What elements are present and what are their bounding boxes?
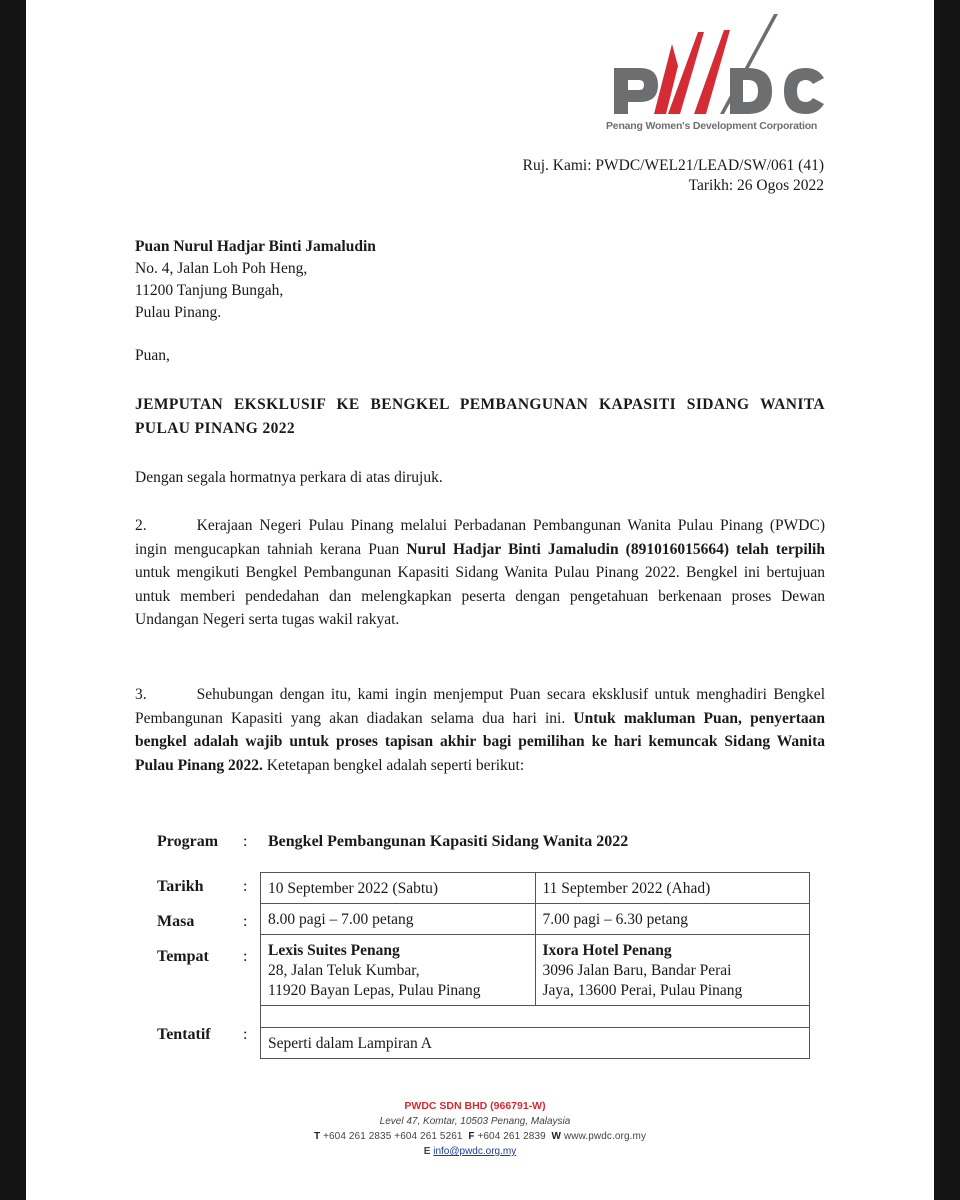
subject-heading: JEMPUTAN EKSKLUSIF KE BENGKEL PEMBANGUNAN KAPASITI SIDANG WANITA PULAU PINANG 2022 — [135, 396, 825, 437]
masa-label: Masa — [157, 913, 195, 930]
footer-address: Level 47, Komtar, 10503 Penang, Malaysia — [379, 1116, 571, 1127]
tarikh-label: Tarikh — [157, 878, 204, 895]
footer-website[interactable]: www.pwdc.org.my — [563, 1131, 647, 1142]
pwdc-logo — [606, 10, 831, 140]
recipient-name: Puan Nurul Hadjar Binti Jamaludin — [135, 238, 376, 255]
paragraph-bold-text: Untuk makluman Puan, penyertaan bengkel adalah wajib untuk proses tapisan akhir bagi pemilihan ke hari kemuncak Sidang Wanita Pulau Pinang 2022. — [135, 709, 825, 774]
paragraph-text: Kerajaan Negeri Pulau Pinang melalui Perbadanan Pembangunan Wanita Pulau Pinang (PWDC) ingin mengucapkan tahniah kerana Puan — [135, 517, 825, 558]
reference-block — [523, 156, 824, 196]
address-line: 11200 Tanjung Bungah, — [135, 282, 284, 299]
footer-email-link[interactable]: info@pwdc.org.my — [433, 1146, 517, 1157]
table-row-spacer — [261, 1006, 810, 1028]
table-row — [261, 873, 810, 904]
footer-contacts — [26, 1131, 934, 1142]
program-label: Program — [157, 833, 219, 850]
venue-line: 28, Jalan Teluk Kumbar, — [268, 962, 420, 979]
salutation: Puan, — [135, 347, 170, 364]
footer-company: PWDC SDN BHD (966791-W) — [404, 1100, 546, 1112]
paragraph-text: Ketetapan bengkel adalah seperti berikut: — [262, 756, 525, 774]
venue-line: 3096 Jalan Baru, Bandar Perai — [542, 962, 732, 979]
footer-phones: +604 261 2835 +604 261 5261 — [323, 1131, 463, 1142]
paragraph-bold-text: Nurul Hadjar Binti Jamaludin (891016015664) telah terpilih — [406, 540, 825, 558]
colon: : — [243, 913, 248, 930]
table-cell — [261, 935, 536, 1006]
program-value: Bengkel Pembangunan Kapasiti Sidang Wanita 2022 — [268, 833, 629, 850]
table-cell: 10 September 2022 (Sabtu) — [261, 873, 536, 904]
phone-label: T — [313, 1131, 321, 1142]
letter-footer — [26, 1100, 934, 1157]
colon: : — [243, 948, 248, 965]
table-row — [261, 1028, 810, 1059]
tentatif-label: Tentatif — [157, 1026, 211, 1043]
venue-line: 11920 Bayan Lepas, Pulau Pinang — [268, 982, 481, 999]
venue-line: Jaya, 13600 Perai, Pulau Pinang — [542, 982, 743, 999]
paragraph-text: Sehubungan dengan itu, kami ingin menjemput Puan secara eksklusif untuk menghadiri Bengkel Pembangunan Kapasiti yang akan diadakan selama dua hari ini. — [135, 686, 825, 727]
tempat-label: Tempat — [157, 948, 209, 965]
letter-page — [26, 0, 934, 1200]
colon: : — [243, 1026, 248, 1043]
email-label: E — [423, 1146, 431, 1157]
footer-fax: +604 261 2839 — [477, 1131, 546, 1142]
paragraph-2 — [135, 514, 825, 632]
table-cell: 8.00 pagi – 7.00 petang — [261, 904, 536, 935]
paragraph-text: untuk mengikuti Bengkel Pembangunan Kapasiti Sidang Wanita Pulau Pinang 2022. Bengkel ini bertujuan untuk memberi pendedahan dan melengkapkan peserta dengan pengetahuan berkenaan proses Dewan Undangan Negeri serta tugas wakil rakyat. — [135, 564, 825, 628]
address-line: No. 4, Jalan Loh Poh Heng, — [135, 260, 308, 277]
fax-label: F — [468, 1131, 475, 1142]
colon: : — [243, 878, 248, 895]
paragraph-3 — [135, 683, 825, 777]
table-row — [261, 904, 810, 935]
letter-date: Tarikh: 26 Ogos 2022 — [688, 177, 824, 194]
schedule-table — [260, 872, 810, 1059]
venue-name: Ixora Hotel Penang — [542, 942, 672, 959]
logo-subtitle: Penang Women's Development Corporation — [606, 120, 818, 132]
pwdc-logo-mark — [606, 10, 831, 120]
table-row — [261, 935, 810, 1006]
table-cell: Seperti dalam Lampiran A — [261, 1028, 810, 1059]
venue-name: Lexis Suites Penang — [268, 942, 400, 959]
reference-number: Ruj. Kami: PWDC/WEL21/LEAD/SW/061 (41) — [522, 157, 824, 174]
paragraph-number: 3. — [135, 686, 147, 703]
footer-email-line — [6, 1146, 934, 1157]
table-cell: 11 September 2022 (Ahad) — [535, 873, 810, 904]
paragraph-number: 2. — [135, 517, 147, 534]
recipient-address — [135, 236, 376, 324]
colon: : — [243, 833, 248, 850]
address-line: Pulau Pinang. — [135, 304, 222, 321]
table-cell — [535, 935, 810, 1006]
opening-line: Dengan segala hormatnya perkara di atas dirujuk. — [135, 469, 443, 486]
web-label: W — [551, 1131, 562, 1142]
table-cell: 7.00 pagi – 6.30 petang — [535, 904, 810, 935]
